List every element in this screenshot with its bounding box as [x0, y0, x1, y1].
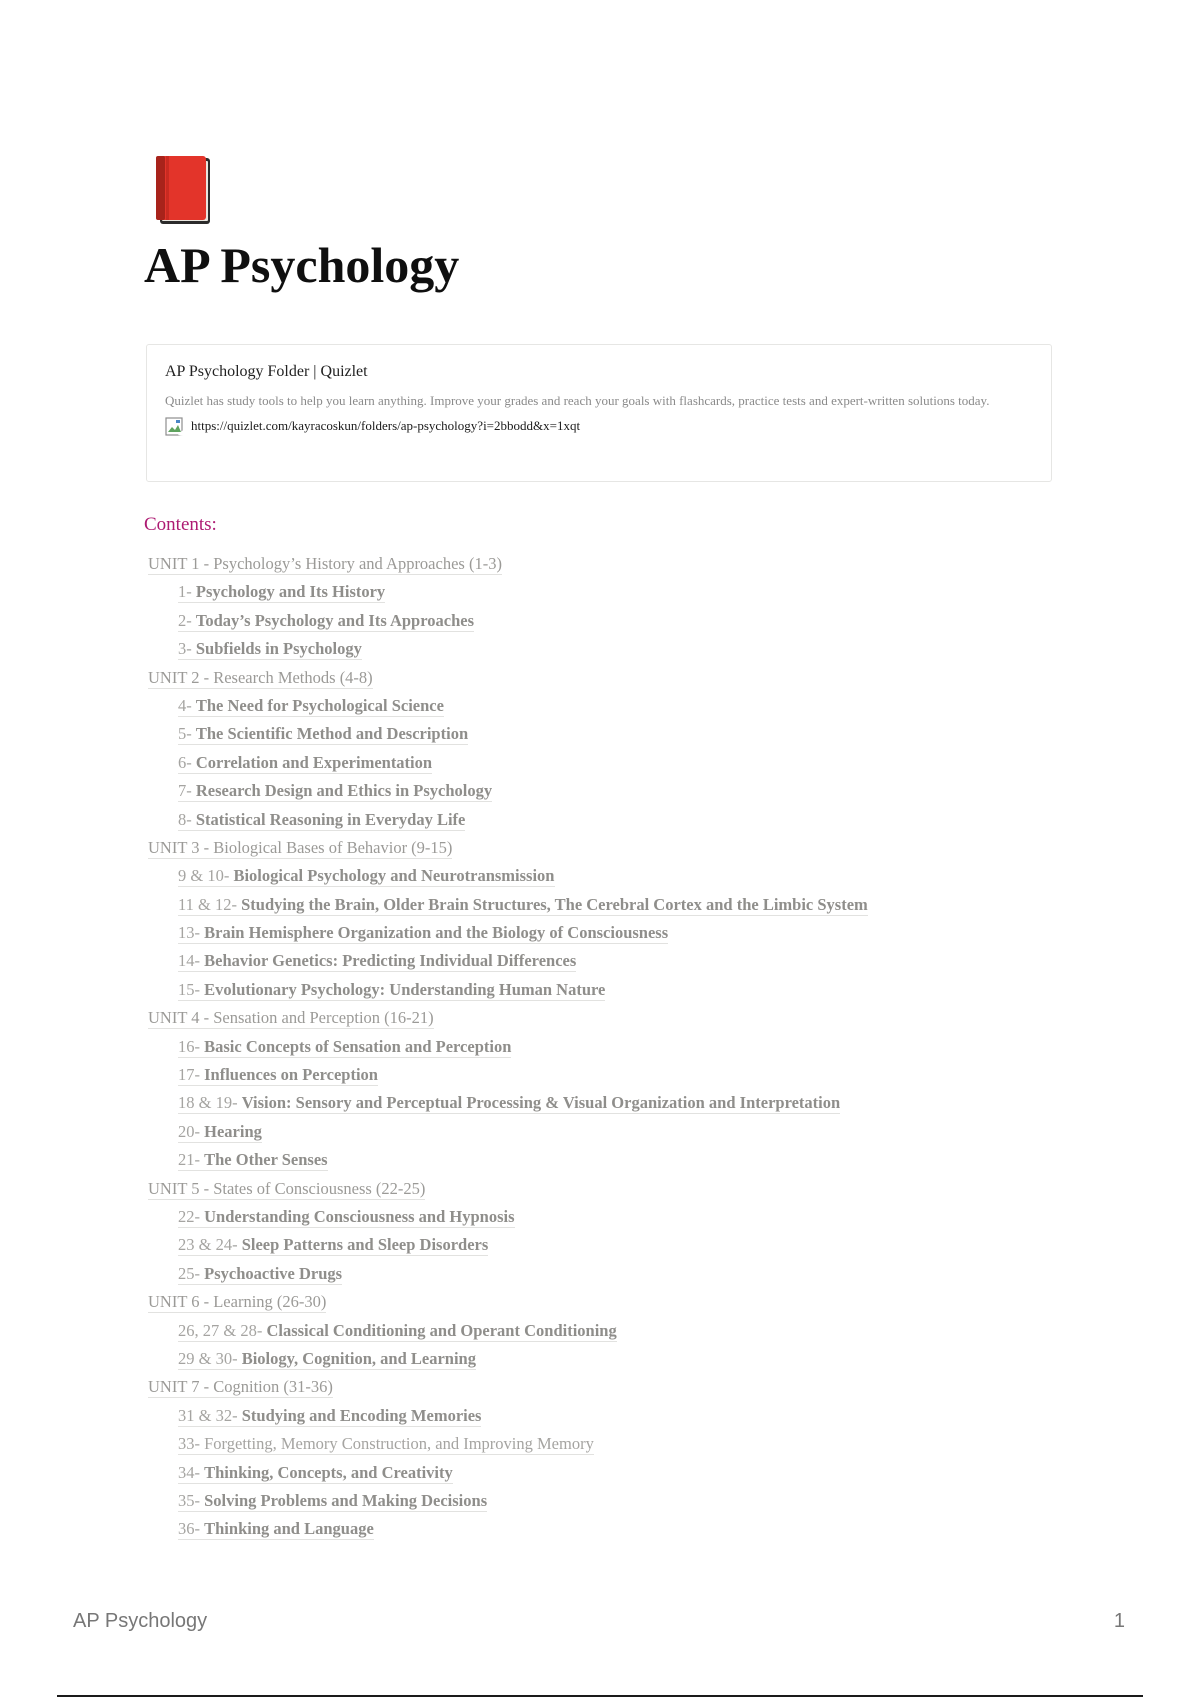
toc-unit-item: [146, 1373, 1106, 1401]
toc-lesson-item: [146, 692, 1106, 720]
toc-lesson-link[interactable]: [178, 696, 444, 717]
toc-lesson-link[interactable]: [178, 1463, 453, 1484]
toc-lesson-link[interactable]: [178, 866, 555, 887]
toc-lesson-item: [146, 1203, 1106, 1231]
toc-lesson-link[interactable]: [178, 1065, 378, 1086]
toc-unit-link[interactable]: UNIT 1 - Psychology’s History and Approaches (1-3): [148, 554, 502, 573]
toc-unit-link[interactable]: UNIT 4 - Sensation and Perception (16-21): [148, 1008, 434, 1028]
toc-lesson-number: 15-: [178, 979, 205, 999]
toc-lesson-item: [146, 749, 1106, 777]
toc-lesson-title: Correlation and Experimentation: [195, 752, 433, 772]
toc-lesson-number: 1-: [178, 582, 196, 602]
toc-lesson-title: Thinking and Language: [204, 1519, 374, 1539]
toc-lesson-title: Understanding Consciousness and Hypnosis: [204, 1206, 515, 1226]
toc-lesson-number: 21-: [178, 1150, 205, 1170]
toc-lesson-number: 23 & 24-: [178, 1235, 242, 1255]
toc-lesson-number: 7-: [178, 781, 196, 801]
toc-lesson-item: [146, 1260, 1106, 1288]
toc-lesson-title: Forgetting, Memory Construction, and Improving Memory: [204, 1434, 594, 1454]
toc-unit-link[interactable]: UNIT 7 - Cognition (31-36): [148, 1377, 333, 1397]
toc-lesson-title: Today’s Psychology and Its Approaches: [195, 610, 474, 630]
bookmark-url: https://quizlet.com/kayracoskun/folders/ap-psychology?i=2bbodd&x=1xqt: [191, 418, 581, 433]
toc-lesson-number: 14-: [178, 951, 205, 971]
toc-lesson-title: Brain Hemisphere Organization and the Biology of Consciousness: [204, 923, 669, 943]
toc-lesson-link[interactable]: [178, 1491, 487, 1512]
toc-lesson-title: Biology, Cognition, and Learning: [241, 1348, 476, 1368]
toc-unit-link[interactable]: UNIT 6 - Learning (26-30): [148, 1292, 327, 1312]
toc-lesson-title: Sleep Patterns and Sleep Disorders: [241, 1235, 489, 1255]
toc-lesson-item: [146, 1061, 1106, 1089]
toc-unit-link[interactable]: UNIT 3 - Biological Bases of Behavior (9-15): [148, 837, 453, 857]
toc-lesson-title: Classical Conditioning and Operant Conditioning: [266, 1320, 617, 1340]
toc-lesson-title: Thinking, Concepts, and Creativity: [204, 1462, 453, 1482]
toc-lesson-link[interactable]: [178, 724, 468, 745]
toc-lesson-link[interactable]: [178, 753, 432, 774]
quizlet-bookmark[interactable]: [146, 344, 1052, 482]
toc-lesson-item: [146, 891, 1106, 919]
toc-unit-link[interactable]: UNIT 2 - Research Methods (4-8): [148, 667, 373, 687]
toc-lesson-item: [146, 1345, 1106, 1373]
toc-lesson-title: The Scientific Method and Description: [195, 724, 469, 744]
toc-lesson-link[interactable]: [178, 1150, 328, 1171]
toc-lesson-link[interactable]: [178, 923, 668, 944]
toc-lesson-title: Research Design and Ethics in Psychology: [195, 781, 493, 801]
toc-unit-item: [146, 664, 1106, 692]
toc-lesson-item: [146, 720, 1106, 748]
toc-lesson-title: The Other Senses: [204, 1150, 328, 1170]
toc-lesson-link[interactable]: [178, 1122, 262, 1143]
toc-lesson-item: [146, 806, 1106, 834]
toc-lesson-number: 11 & 12-: [178, 894, 242, 914]
toc-lesson-item: [146, 1089, 1106, 1117]
footer-title: AP Psychology: [73, 1610, 208, 1632]
toc-lesson-link[interactable]: [178, 1406, 481, 1427]
toc-lesson-item: [146, 1146, 1106, 1174]
toc-unit-item: [146, 834, 1106, 862]
toc-lesson-number: 29 & 30-: [178, 1348, 242, 1368]
toc-lesson-link[interactable]: [178, 1235, 488, 1256]
toc-lesson-title: Statistical Reasoning in Everyday Life: [195, 809, 466, 829]
toc-lesson-number: 26, 27 & 28-: [178, 1320, 267, 1340]
footer-divider: [57, 1695, 1143, 1697]
page-number: 1: [1113, 1610, 1125, 1632]
toc-lesson-link[interactable]: [178, 980, 605, 1001]
toc-lesson-number: 35-: [178, 1490, 205, 1510]
toc-unit-item: [146, 1288, 1106, 1316]
toc-lesson-link[interactable]: [178, 810, 465, 831]
toc-unit-item: [146, 1175, 1106, 1203]
toc-lesson-item: [146, 1487, 1106, 1515]
toc-unit-link[interactable]: UNIT 5 - States of Consciousness (22-25): [148, 1178, 426, 1198]
toc-lesson-item: [146, 1402, 1106, 1430]
toc-lesson-link[interactable]: [178, 1093, 840, 1114]
toc-lesson-item: [146, 777, 1106, 805]
toc-lesson-item: [146, 578, 1106, 606]
toc-lesson-title: Evolutionary Psychology: Understanding Human Nature: [204, 979, 606, 999]
toc-lesson-link[interactable]: [178, 781, 492, 802]
toc-lesson-number: 31 & 32-: [178, 1405, 242, 1425]
toc-lesson-link[interactable]: [178, 1349, 476, 1370]
toc-unit-item: [146, 550, 1106, 578]
toc-lesson-item: [146, 607, 1106, 635]
toc-lesson-number: 9 & 10-: [178, 866, 234, 886]
toc-lesson-number: 6-: [178, 752, 196, 772]
toc-lesson-title: Subfields in Psychology: [195, 639, 362, 659]
toc-lesson-item: [146, 1033, 1106, 1061]
toc-lesson-number: 25-: [178, 1263, 205, 1283]
toc-lesson-link[interactable]: [178, 1264, 342, 1285]
toc-lesson-item: [146, 919, 1106, 947]
toc-lesson-title: Hearing: [204, 1121, 262, 1141]
toc-lesson-number: 18 & 19-: [178, 1093, 242, 1113]
bookmark-description: Quizlet has study tools to help you learn anything. Improve your grades and reach your goals with flashcards, practice tests and expert-written solutions today.: [165, 393, 990, 408]
toc-lesson-title: Behavior Genetics: Predicting Individual Differences: [204, 951, 577, 971]
toc-lesson-link[interactable]: [178, 1434, 594, 1455]
toc-lesson-number: 3-: [178, 639, 196, 659]
toc-lesson-item: [146, 635, 1106, 663]
toc-lesson-number: 8-: [178, 809, 196, 829]
toc-lesson-link[interactable]: [178, 1321, 617, 1342]
toc-lesson-title: Solving Problems and Making Decisions: [204, 1490, 488, 1510]
toc-lesson-item: [146, 1317, 1106, 1345]
toc-lesson-link[interactable]: [178, 1037, 511, 1058]
toc-lesson-number: 22-: [178, 1206, 205, 1226]
toc-lesson-number: 34-: [178, 1462, 205, 1482]
toc-lesson-title: Influences on Perception: [204, 1065, 378, 1085]
bookmark-link[interactable]: [165, 415, 1033, 437]
toc-lesson-title: The Need for Psychological Science: [195, 695, 444, 715]
red-book-icon: [154, 156, 212, 226]
toc-lesson-number: 16-: [178, 1036, 205, 1056]
table-of-contents: [146, 550, 1106, 1544]
toc-lesson-item: [146, 1430, 1106, 1458]
toc-lesson-link[interactable]: [178, 951, 576, 972]
toc-lesson-title: Psychoactive Drugs: [204, 1263, 343, 1283]
toc-lesson-item: [146, 1515, 1106, 1543]
toc-lesson-item: [146, 976, 1106, 1004]
toc-lesson-number: 5-: [178, 724, 196, 744]
toc-lesson-number: 17-: [178, 1065, 205, 1085]
toc-lesson-item: [146, 947, 1106, 975]
toc-lesson-title: Biological Psychology and Neurotransmission: [233, 866, 555, 886]
toc-lesson-link[interactable]: [178, 582, 385, 603]
toc-lesson-title: Studying the Brain, Older Brain Structures, The Cerebral Cortex and the Limbic System: [241, 894, 868, 914]
toc-lesson-link[interactable]: [178, 895, 868, 916]
toc-lesson-title: Studying and Encoding Memories: [241, 1405, 482, 1425]
toc-lesson-number: 4-: [178, 695, 196, 715]
toc-lesson-title: Vision: Sensory and Perceptual Processing & Visual Organization and Interpretation: [241, 1093, 841, 1113]
toc-lesson-number: 13-: [178, 923, 205, 943]
toc-lesson-link[interactable]: [178, 1207, 515, 1228]
page-title: AP Psychology: [144, 237, 460, 293]
toc-lesson-number: 36-: [178, 1519, 205, 1539]
broken-image-icon: [165, 415, 185, 437]
toc-lesson-link[interactable]: [178, 1519, 374, 1540]
toc-lesson-number: 33-: [178, 1434, 205, 1454]
toc-lesson-item: [146, 1459, 1106, 1487]
toc-lesson-item: [146, 1231, 1106, 1259]
toc-lesson-link[interactable]: [178, 639, 362, 660]
toc-unit-item: [146, 1004, 1106, 1032]
toc-lesson-title: Basic Concepts of Sensation and Perception: [204, 1036, 512, 1056]
toc-lesson-title: Psychology and Its History: [195, 582, 386, 602]
bookmark-title: AP Psychology Folder | Quizlet: [165, 363, 368, 380]
toc-lesson-link[interactable]: [178, 611, 474, 632]
toc-lesson-item: [146, 862, 1106, 890]
toc-lesson-number: 2-: [178, 610, 196, 630]
toc-lesson-item: [146, 1118, 1106, 1146]
contents-heading: Contents:: [144, 514, 217, 535]
toc-lesson-number: 20-: [178, 1121, 205, 1141]
